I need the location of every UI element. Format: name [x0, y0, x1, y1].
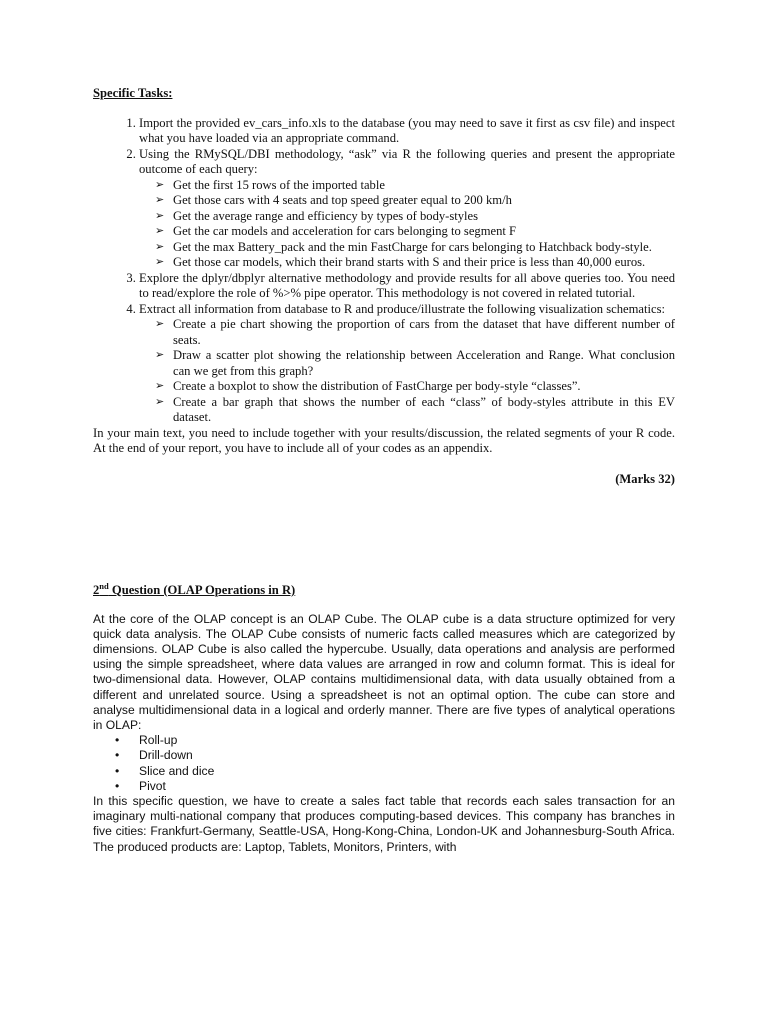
olap-intro-paragraph: At the core of the OLAP concept is an OLAP Cube. The OLAP cube is a data structure optimized for very quick data analysis. The OLAP Cube consists of numeric facts called measures which are categorized by dimensions. OLAP Cube is also called the hypercube. Usually, data operations and analysis are performed using the simple spreadsheet, where data values are arranged in row and column format. This is ideal for two-dimensional data. However, OLAP contains multidimensional data, with data usually obtained from a different and unrelated source. Using a spreadsheet is not an optimal option. The cube can store and analyse multidimensional data in a logical and orderly manner. There are five types of analytical operations in OLAP: — [93, 611, 675, 732]
bullet-icon: • — [115, 763, 120, 778]
query-item: ➢ Get the max Battery_pack and the min FastCharge for cars belonging to Hatchback body-style. — [155, 239, 652, 254]
arrow-bullet-icon: ➢ — [155, 209, 165, 222]
task-item — [139, 116, 675, 147]
task-text: Import the provided ev_cars_info.xls to the database (you may need to save it first as csv file) and inspect what you have loaded via an appropriate command. — [139, 115, 675, 145]
list-item: • Drill-down — [115, 748, 193, 763]
bullet-icon: • — [115, 778, 120, 793]
arrow-bullet-icon: ➢ — [155, 194, 165, 206]
query-item: ➢ Get the average range and efficiency by types of body-styles — [155, 208, 479, 223]
sales-fact-paragraph: In this specific question, we have to create a sales fact table that records each sales transaction for an imaginary multi-national company that produces computing-based devices. This company has branches in five cities: Frankfurt-Germany, Seattle-USA, Hong-Kong-China, London-UK and Johannesburg-South Africa. The produced products are: Laptop, Tablets, Monitors, Printers, with — [93, 793, 675, 854]
visualization-item: ➢ Create a boxplot to show the distribution of FastCharge per body-style “classes”. — [155, 379, 581, 393]
specific-tasks-heading: Specific Tasks: — [93, 86, 173, 100]
arrow-bullet-icon: ➢ — [155, 395, 165, 408]
query-item: ➢ Get those cars with 4 seats and top speed greater equal to 200 km/h — [155, 193, 512, 207]
query-list — [139, 178, 675, 271]
visualization-list — [139, 317, 675, 426]
query-item: ➢ Get those car models, which their brand starts with S and their price is less than 40,000 euros. — [155, 255, 646, 269]
task-item — [139, 271, 675, 302]
marks-label: (Marks 32) — [615, 471, 675, 486]
arrow-bullet-icon: ➢ — [155, 178, 165, 191]
list-item: • Roll-up — [115, 733, 178, 748]
visualization-item: ➢ Create a pie chart showing the proportion of cars from the dataset that have different number of seats. — [155, 317, 675, 347]
arrow-bullet-icon: ➢ — [155, 225, 165, 237]
arrow-bullet-icon: ➢ — [155, 349, 165, 361]
query-item: ➢ Get the car models and acceleration for cars belonging to segment F — [155, 224, 517, 238]
arrow-bullet-icon: ➢ — [155, 380, 165, 392]
spacer — [93, 487, 675, 583]
question-2-heading: 2nd Question (OLAP Operations in R) — [93, 580, 296, 597]
list-item: • Pivot — [115, 778, 166, 793]
task-item — [139, 302, 675, 426]
arrow-bullet-icon: ➢ — [155, 256, 165, 268]
document-page — [93, 86, 675, 855]
task-list — [93, 116, 675, 426]
arrow-bullet-icon: ➢ — [155, 318, 165, 330]
task-text: Extract all information from database to R and produce/illustrate the following visualization schematics: — [139, 301, 665, 316]
visualization-item: ➢ Draw a scatter plot showing the relationship between Acceleration and Range. What conclusion can we get from this graph? — [155, 348, 675, 378]
closing-paragraph: In your main text, you need to include together with your results/discussion, the related segments of your R code. At the end of your report, you have to include all of your codes as an appendix. — [93, 425, 675, 455]
olap-operations-list — [93, 733, 675, 794]
task-item — [139, 147, 675, 271]
query-item: ➢ Get the first 15 rows of the imported table — [155, 177, 385, 192]
visualization-item: ➢ Create a bar graph that shows the number of each “class” of body-styles attribute in this EV dataset. — [155, 394, 675, 424]
bullet-icon: • — [115, 748, 120, 763]
bullet-icon: • — [115, 733, 120, 748]
task-text: Using the RMySQL/DBI methodology, “ask” via R the following queries and present the appropriate outcome of each query: — [139, 146, 675, 176]
arrow-bullet-icon: ➢ — [155, 240, 165, 253]
list-item: • Slice and dice — [115, 763, 215, 778]
task-text: Explore the dplyr/dbplyr alternative methodology and provide results for all above queries too. You need to read/explore the role of %>% pipe operator. This methodology is not covered in related tutorial. — [139, 270, 675, 300]
